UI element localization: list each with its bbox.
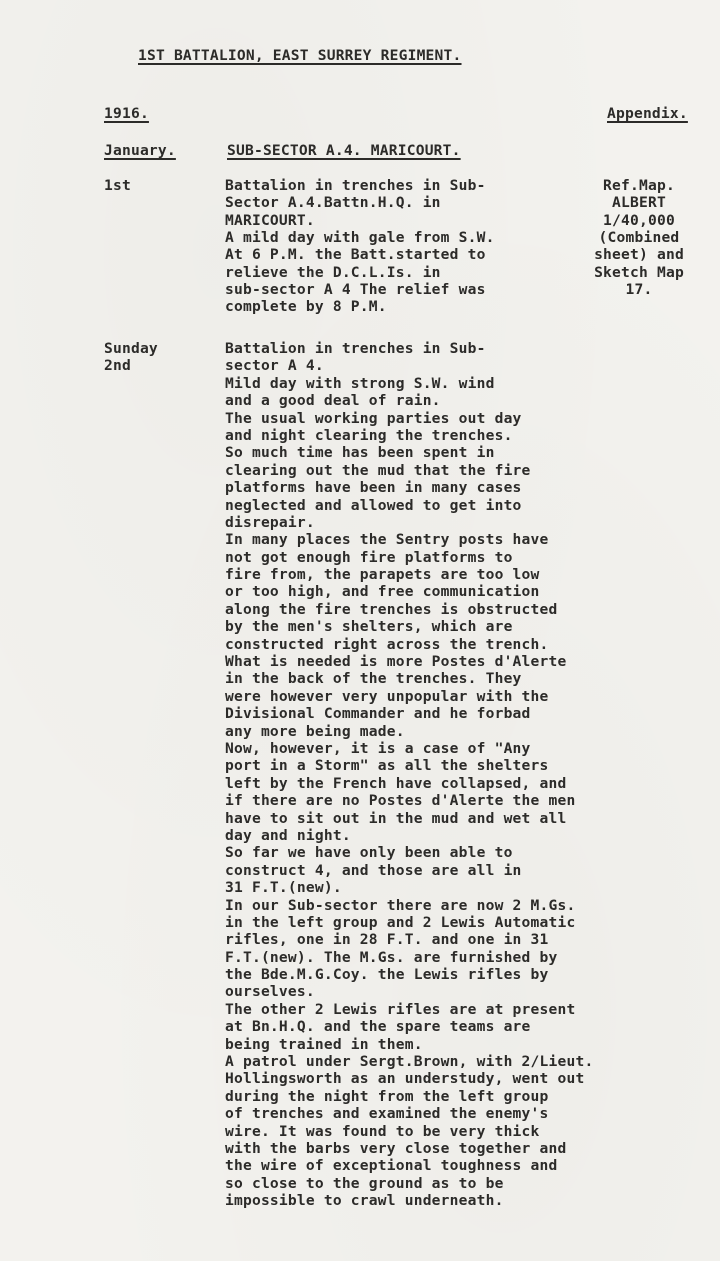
text-line: platforms have been in many cases <box>225 479 522 497</box>
appendix-heading: Appendix. <box>607 105 688 122</box>
text-line: and night clearing the trenches. <box>225 426 513 444</box>
text-line: (Combined <box>598 229 680 247</box>
text-line: the wire of exceptional toughness and <box>225 1157 558 1175</box>
text-line: port in a Storm" as all the shelters <box>225 757 549 775</box>
text-line: fire from, the parapets are too low <box>225 566 540 584</box>
text-line: So far we have only been able to <box>225 844 513 862</box>
text-line: along the fire trenches is obstructed <box>225 600 558 618</box>
entry-date <box>104 177 131 194</box>
text-line: In our Sub-sector there are now 2 M.Gs. <box>225 896 576 914</box>
text-line: clearing out the mud that the fire <box>225 461 531 479</box>
text-line: 1st <box>104 177 131 194</box>
text-line: So much time has been spent in <box>225 444 495 462</box>
text-line: F.T.(new). The M.Gs. are furnished by <box>225 948 558 966</box>
text-line: being trained in them. <box>225 1035 423 1053</box>
entry-text <box>225 177 495 316</box>
text-line: Hollingsworth as an understudy, went out <box>225 1070 585 1088</box>
text-line: 31 F.T.(new). <box>225 879 342 897</box>
text-line: with the barbs very close together and <box>225 1139 567 1157</box>
text-line: by the men's shelters, which are <box>225 618 513 636</box>
text-line: At 6 P.M. the Batt.started to <box>225 246 486 264</box>
text-line: A mild day with gale from S.W. <box>225 229 495 247</box>
text-line: MARICOURT. <box>225 211 315 229</box>
text-line: or too high, and free communication <box>225 583 540 601</box>
text-line: in the back of the trenches. They <box>225 670 522 688</box>
text-line: during the night from the left group <box>225 1087 549 1105</box>
text-line: Sunday <box>104 340 158 357</box>
document-title: 1ST BATTALION, EAST SURREY REGIMENT. <box>138 47 462 64</box>
text-line: Now, however, it is a case of "Any <box>225 739 531 757</box>
text-line: Divisional Commander and he forbad <box>225 705 531 723</box>
text-line: not got enough fire platforms to <box>225 548 513 566</box>
text-line: disrepair. <box>225 513 315 531</box>
text-line: were however very unpopular with the <box>225 687 549 705</box>
text-line: neglected and allowed to get into <box>225 496 522 514</box>
text-line: at Bn.H.Q. and the spare teams are <box>225 1018 531 1036</box>
text-line: construct 4, and those are all in <box>225 861 522 879</box>
text-line: Mild day with strong S.W. wind <box>225 374 495 392</box>
text-line: rifles, one in 28 F.T. and one in 31 <box>225 931 549 949</box>
year-heading: 1916. <box>104 105 149 122</box>
text-line: A patrol under Sergt.Brown, with 2/Lieut. <box>225 1053 594 1071</box>
text-line: left by the French have collapsed, and <box>225 774 567 792</box>
text-line: The usual working parties out day <box>225 409 522 427</box>
text-line: impossible to crawl underneath. <box>225 1192 504 1210</box>
text-line: and a good deal of rain. <box>225 392 441 410</box>
text-line: have to sit out in the mud and wet all <box>225 809 567 827</box>
text-line: What is needed is more Postes d'Alerte <box>225 653 567 671</box>
text-line: Sector A.4.Battn.H.Q. in <box>225 194 441 212</box>
text-line: wire. It was found to be very thick <box>225 1122 540 1140</box>
text-line: so close to the ground as to be <box>225 1174 504 1192</box>
text-line: In many places the Sentry posts have <box>225 531 549 549</box>
entry-text <box>225 340 593 1210</box>
text-line: constructed right across the trench. <box>225 635 549 653</box>
text-line: Sketch Map <box>594 263 684 281</box>
text-line: Ref.Map. <box>603 177 675 194</box>
text-line: relieve the D.C.L.Is. in <box>225 263 441 281</box>
text-line: sheet) and <box>594 246 684 264</box>
entry-date <box>104 340 158 375</box>
text-line: 17. <box>625 281 653 299</box>
text-line: The other 2 Lewis rifles are at present <box>225 1000 576 1018</box>
text-line: day and night. <box>225 826 351 844</box>
text-line: sector A 4. <box>225 357 324 375</box>
text-line: complete by 8 P.M. <box>225 298 387 316</box>
map-reference <box>589 177 689 298</box>
text-line: 2nd <box>104 357 131 375</box>
text-line: if there are no Postes d'Alerte the men <box>225 792 576 810</box>
text-line: ourselves. <box>225 983 315 1001</box>
text-line: any more being made. <box>225 722 405 740</box>
text-line: ALBERT <box>612 194 666 212</box>
text-line: Battalion in trenches in Sub- <box>225 340 486 357</box>
text-line: Battalion in trenches in Sub- <box>225 177 486 194</box>
text-line: sub-sector A 4 The relief was <box>225 281 486 299</box>
month-heading: January. <box>104 142 176 159</box>
text-line: the Bde.M.G.Coy. the Lewis rifles by <box>225 966 549 984</box>
text-line: of trenches and examined the enemy's <box>225 1105 549 1123</box>
text-line: in the left group and 2 Lewis Automatic <box>225 913 576 931</box>
text-line: 1/40,000 <box>603 211 675 229</box>
sector-heading: SUB-SECTOR A.4. MARICOURT. <box>227 142 461 159</box>
